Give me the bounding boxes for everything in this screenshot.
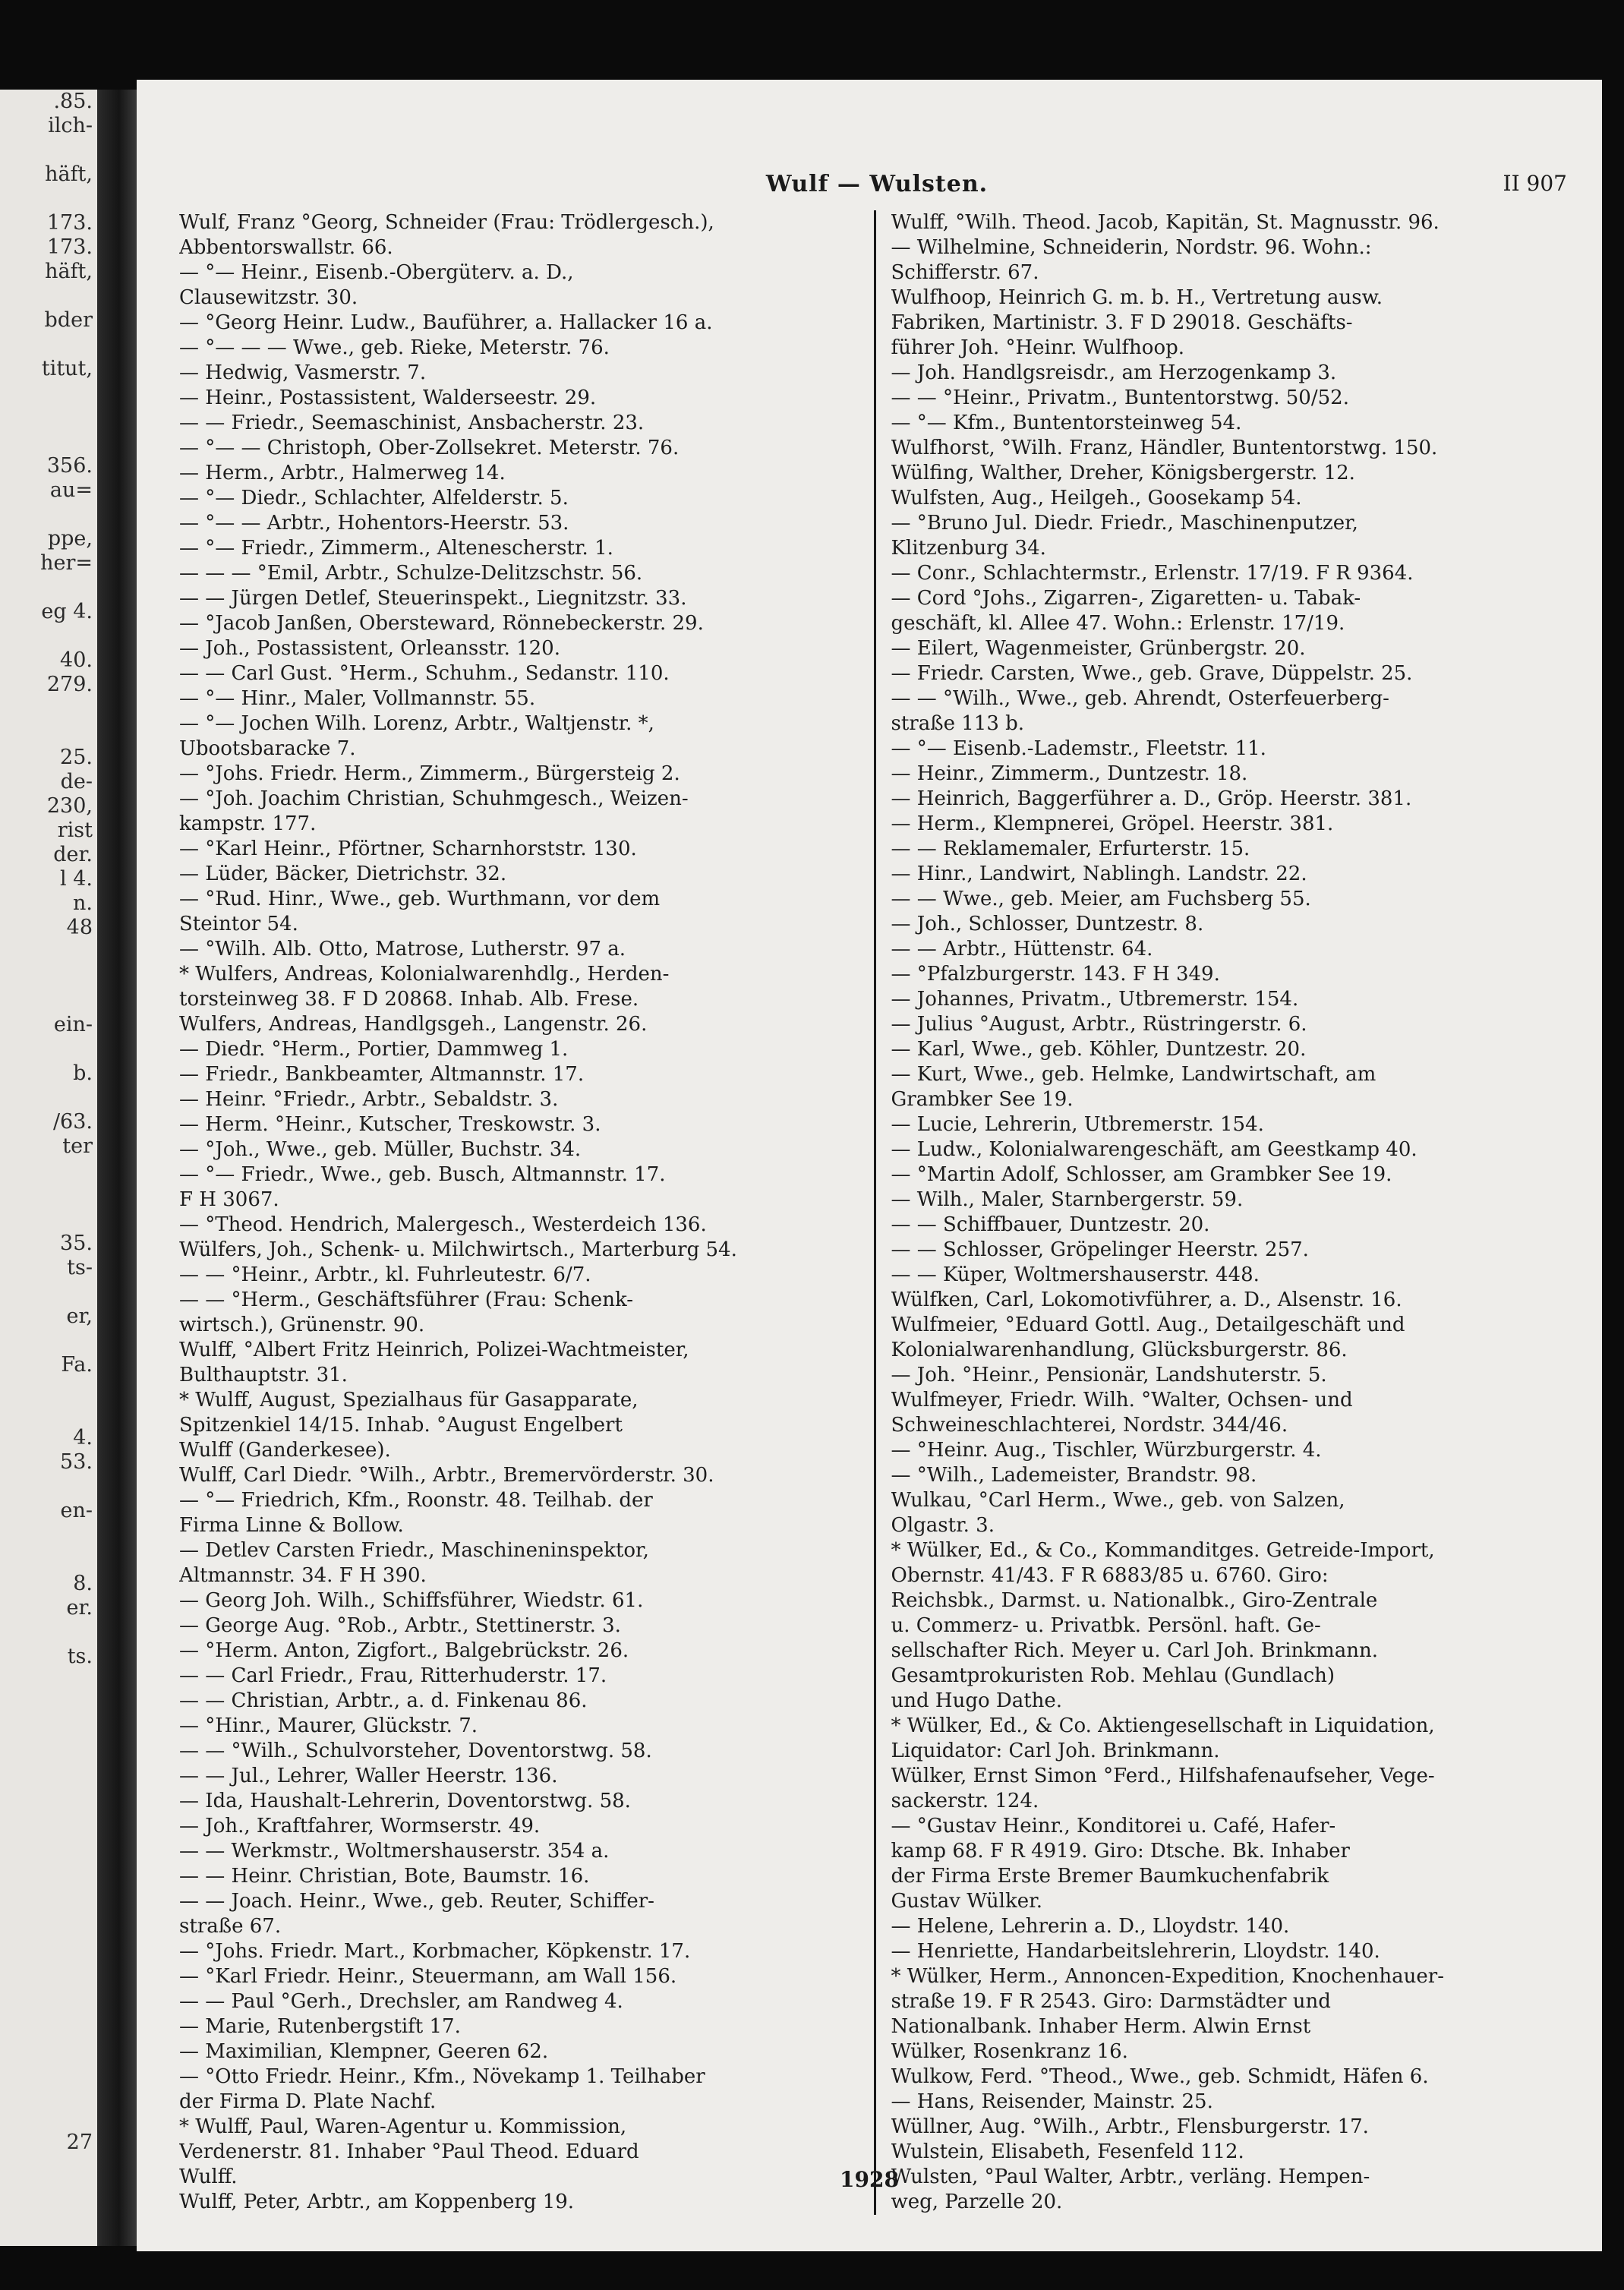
directory-entry-line: Klitzenburg 34. [891,537,1046,560]
directory-entry-line: Wülfers, Joh., Schenk- u. Milchwirtsch., Marterburg 54. [179,1238,737,1261]
directory-entry-line: Wulf, Franz °Georg, Schneider (Frau: Trödlergesch.), [179,211,714,234]
directory-entry-line: — Wilh., Maler, Starnbergerstr. 59. [891,1188,1244,1211]
directory-entry-line: Reichsbk., Darmst. u. Nationalbk., Giro-Zentrale [891,1589,1378,1612]
directory-entry-line: — Hedwig, Vasmerstr. 7. [179,361,427,384]
directory-entry-line: geschäft, kl. Allee 47. Wohn.: Erlenstr. 17/19. [891,612,1345,635]
previous-page-fragment [0,1329,97,1353]
columns [179,210,1575,2215]
directory-entry-line: Gesamtprokuristen Rob. Mehlau (Gundlach) [891,1664,1335,1687]
directory-entry-line: — °Wilh. Alb. Otto, Matrose, Lutherstr. 97 a. [179,938,626,960]
directory-entry-line: sellschafter Rich. Meyer u. Carl Joh. Brinkmann. [891,1639,1378,1662]
previous-page-fragment: 279. [46,673,93,696]
previous-page-fragment: bder [44,308,93,332]
previous-page-fragment: 173. [46,235,93,259]
directory-entry-line: Verdenerstr. 81. Inhaber °Paul Theod. Eduard [179,2140,639,2163]
directory-entry-line: — — °Herm., Geschäftsführer (Frau: Schenk- [179,1289,634,1311]
directory-entry-line: Wülker, Rosenkranz 16. [891,2040,1128,2063]
directory-entry-line: — °Theod. Hendrich, Malergesch., Westerdeich 136. [179,1213,707,1236]
previous-page-fragment: au= [49,478,93,502]
directory-entry-line: Wulff, °Wilh. Theod. Jacob, Kapitän, St. Magnusstr. 96. [891,211,1440,234]
directory-entry-line: — °Jacob Janßen, Obersteward, Rönnebeckerstr. 29. [179,612,704,635]
directory-entry-line: F H 3067. [179,1188,279,1211]
directory-entry-line: — Joh., Kraftfahrer, Wormserstr. 49. [179,1815,541,1837]
directory-entry-line: — — °Heinr., Privatm., Buntentorstwg. 50/52. [891,386,1349,409]
previous-page-fragment: 25. [60,746,93,769]
directory-entry-line: — — Küper, Woltmershauserstr. 448. [891,1263,1260,1286]
previous-page-fragment: 356. [46,454,93,478]
directory-entry-line: — °— Kfm., Buntentorsteinweg 54. [891,412,1242,434]
previous-page-fragment: ein- [53,1013,93,1036]
directory-entry-line: — °Wilh., Lademeister, Brandstr. 98. [891,1464,1257,1487]
directory-entry-line: Wulfhorst, °Wilh. Franz, Händler, Buntentorstwg. 150. [891,437,1438,459]
previous-page-fragment [0,1766,97,1790]
previous-page-fragment [0,1475,97,1499]
directory-entry-line: — Maximilian, Klempner, Geeren 62. [179,2040,549,2063]
directory-entry-line: — °Georg Heinr. Ludw., Bauführer, a. Hallacker 16 a. [179,311,713,334]
directory-entry-line: — Heinr. °Friedr., Arbtr., Sebaldstr. 3. [179,1088,559,1111]
previous-page-fragment: 40. [60,648,93,672]
page-header [179,171,1575,206]
previous-page-fragment [0,405,97,430]
directory-entry-line: — °Pfalzburgerstr. 143. F H 349. [891,963,1220,986]
directory-entry-line: torsteinweg 38. F D 20868. Inhab. Alb. Frese. [179,988,639,1011]
directory-entry-line: Wülfken, Carl, Lokomotivführer, a. D., Alsenstr. 16. [891,1289,1402,1311]
directory-entry-line: — °Gustav Heinr., Konditorei u. Café, Hafer- [891,1815,1336,1837]
previous-page-fragment [0,1547,97,1572]
directory-entry-line: — Conr., Schlachtermstr., Erlenstr. 17/19. F R 9364. [891,562,1414,585]
directory-entry-line: Wulfhoop, Heinrich G. m. b. H., Vertretung ausw. [891,286,1383,309]
previous-page-fragment: ts. [67,1645,93,1668]
directory-entry-line: — — Jürgen Detlef, Steuerinspekt., Liegnitzstr. 33. [179,587,687,610]
directory-entry-line: Firma Linne & Bollow. [179,1514,404,1537]
directory-entry-line: * Wülker, Herm., Annoncen-Expedition, Knochenhauer- [891,1965,1444,1988]
directory-entry-line: — °— Diedr., Schlachter, Alfelderstr. 5. [179,487,569,509]
directory-entry-line: — — Werkmstr., Woltmershauserstr. 354 a. [179,1840,610,1863]
previous-page-fragment: n. [73,891,93,915]
directory-entry-line: — Heinrich, Baggerführer a. D., Gröp. Heerstr. 381. [891,787,1412,810]
directory-entry-line: — Karl, Wwe., geb. Köhler, Duntzestr. 20. [891,1038,1307,1061]
directory-entry-line: Wulkow, Ferd. °Theod., Wwe., geb. Schmidt, Häfen 6. [891,2065,1429,2088]
previous-page-fragment [0,2082,97,2106]
directory-entry-line: * Wülker, Ed., & Co., Kommanditges. Getreide-Import, [891,1539,1435,1562]
previous-page-fragment [0,2009,97,2033]
previous-page-fragment [0,1693,97,1718]
previous-page-fragment [0,1863,97,1888]
directory-entry-line: — °Joh. Joachim Christian, Schuhmgesch., Weizen- [179,787,689,810]
previous-page-edge [0,90,97,2246]
directory-page [137,80,1602,2251]
directory-entry-line: * Wulff, Paul, Waren-Agentur u. Kommission, [179,2115,627,2138]
directory-entry-line: Wulstein, Elisabeth, Fesenfeld 112. [891,2140,1244,2163]
directory-entry-line: — — Paul °Gerh., Drechsler, am Randweg 4. [179,1990,623,2013]
previous-page-fragment [0,1159,97,1183]
directory-entry-line: Schweineschlachterei, Nordstr. 344/46. [891,1414,1288,1437]
previous-page-fragment [0,940,97,964]
previous-page-fragment [0,1936,97,1960]
directory-entry-line: — Heinr., Zimmerm., Duntzestr. 18. [891,762,1248,785]
directory-entry-line: Wüllner, Aug. °Wilh., Arbtr., Flensburgerstr. 17. [891,2115,1369,2138]
previous-page-fragment: er, [66,1304,93,1328]
previous-page-fragment: häft, [45,162,93,186]
directory-entry-line: — Herm., Arbtr., Halmerweg 14. [179,462,506,484]
previous-page-fragment [0,1718,97,1742]
previous-page-fragment: her= [40,551,93,575]
directory-entry-line: führer Joh. °Heinr. Wulfhoop. [891,336,1185,359]
directory-entry-line: — Julius °August, Arbtr., Rüstringerstr. 6. [891,1013,1307,1036]
directory-entry-line: — Eilert, Wagenmeister, Grünbergstr. 20. [891,637,1306,660]
directory-entry-line: * Wülker, Ed., & Co. Aktiengesellschaft in Liquidation, [891,1714,1435,1737]
previous-page-fragment: titut, [41,357,93,380]
directory-entry-line: — Detlev Carsten Friedr., Maschineninspektor, [179,1539,649,1562]
previous-page-fragment [0,576,97,600]
previous-page-fragment [0,989,97,1013]
directory-entry-line: — — Heinr. Christian, Bote, Baumstr. 16. [179,1865,590,1888]
book-gutter [97,90,137,2246]
directory-entry-line: — — — °Emil, Arbtr., Schulze-Delitzschstr. 56. [179,562,643,585]
previous-page-fragment: b. [73,1061,93,1085]
previous-page-fragment [0,381,97,405]
directory-entry-line: sackerstr. 124. [891,1790,1039,1812]
directory-entry-line: — °Karl Friedr. Heinr., Steuermann, am Wall 156. [179,1965,677,1988]
directory-entry-line: Spitzenkiel 14/15. Inhab. °August Engelbert [179,1414,623,1437]
directory-entry-line: — — Carl Gust. °Herm., Schuhm., Sedanstr. 110. [179,662,670,685]
previous-page-fragment: ter [62,1134,93,1158]
left-column [179,210,876,2215]
directory-entry-line: straße 113 b. [891,712,1025,735]
previous-page-fragment: eg 4. [41,600,93,623]
directory-entry-line: — Lucie, Lehrerin, Utbremerstr. 154. [891,1113,1264,1136]
previous-page-fragment: 8. [73,1572,93,1595]
previous-page-fragment [0,1669,97,1693]
directory-entry-line: — °Martin Adolf, Schlosser, am Grambker See 19. [891,1163,1392,1186]
directory-entry-line: — Kurt, Wwe., geb. Helmke, Landwirtschaft, am [891,1063,1376,1086]
directory-entry-line: — °Karl Heinr., Pförtner, Scharnhorststr. 130. [179,837,637,860]
directory-entry-line: — Johannes, Privatm., Utbremerstr. 154. [891,988,1299,1011]
directory-entry-line: — Ida, Haushalt-Lehrerin, Doventorstwg. 58. [179,1790,631,1812]
previous-page-fragment: 48 [66,916,93,939]
previous-page-fragment: Fa. [61,1353,93,1377]
directory-entry-line: Wülfing, Walther, Dreher, Königsbergerstr. 12. [891,462,1355,484]
directory-entry-line: Obernstr. 41/43. F R 6883/85 u. 6760. Giro: [891,1564,1329,1587]
directory-entry-line: — °Rud. Hinr., Wwe., geb. Wurthmann, vor dem [179,888,661,910]
directory-entry-line: Clausewitzstr. 30. [179,286,358,309]
page-number: II 907 [1503,171,1567,196]
directory-entry-line: Olgastr. 3. [891,1514,995,1537]
directory-entry-line: — °— — — Wwe., geb. Rieke, Meterstr. 76. [179,336,610,359]
previous-page-fragment: der. [53,843,93,866]
directory-entry-line: Wulff. [179,2165,238,2188]
previous-page-fragment [0,430,97,454]
directory-entry-line: — Ludw., Kolonialwarengeschäft, am Geestkamp 40. [891,1138,1417,1161]
directory-entry-line: und Hugo Dathe. [891,1689,1063,1712]
directory-entry-line: Steintor 54. [179,913,298,935]
previous-page-fragment [0,1742,97,1766]
directory-entry-line: Fabriken, Martinistr. 3. F D 29018. Geschäfts- [891,311,1353,334]
directory-entry-line: — Joh., Schlosser, Duntzestr. 8. [891,913,1204,935]
directory-entry-line: Wulff, °Albert Fritz Heinrich, Polizei-Wachtmeister, [179,1339,689,1361]
directory-entry-line: kampstr. 177. [179,812,317,835]
directory-entry-line: der Firma Erste Bremer Baumkuchenfabrik [891,1865,1329,1888]
previous-page-fragment: 4. [73,1426,93,1449]
directory-entry-line: — °— Friedr., Zimmerm., Altenescherstr. 1. [179,537,613,560]
directory-entry-line: wirtsch.), Grünenstr. 90. [179,1314,425,1336]
previous-page-fragment: 173. [46,211,93,235]
previous-page-fragment [0,1377,97,1402]
directory-entry-line: — George Aug. °Rob., Arbtr., Stettinerstr. 3. [179,1614,621,1637]
previous-page-fragment [0,1086,97,1110]
directory-entry-line: Wulfsten, Aug., Heilgeh., Goosekamp 54. [891,487,1302,509]
directory-entry-line: Gustav Wülker. [891,1890,1042,1913]
previous-page-fragment: /63. [52,1110,93,1134]
directory-entry-line: — Friedr., Bankbeamter, Altmannstr. 17. [179,1063,585,1086]
directory-entry-line: — — Jul., Lehrer, Waller Heerstr. 136. [179,1765,558,1787]
directory-entry-line: Wulsten, °Paul Walter, Arbtr., verläng. Hempen- [891,2165,1370,2188]
previous-page-fragment: .85. [53,90,93,113]
previous-page-fragment [0,1183,97,1207]
previous-page-fragment: 27 [66,2131,93,2154]
directory-entry-line: — Cord °Johs., Zigarren-, Zigaretten- u. Tabak- [891,587,1361,610]
previous-page-fragment [0,333,97,357]
directory-entry-line: * Wulff, August, Spezialhaus für Gasapparate, [179,1389,639,1412]
directory-entry-line: — °— Friedr., Wwe., geb. Busch, Altmannstr. 17. [179,1163,666,1186]
directory-entry-line: — Helene, Lehrerin a. D., Lloydstr. 140. [891,1915,1290,1938]
directory-entry-line: Wulff, Peter, Arbtr., am Koppenberg 19. [179,2191,575,2213]
directory-entry-line: — — Carl Friedr., Frau, Ritterhuderstr. 17. [179,1664,607,1687]
previous-page-fragment: rist [57,819,93,842]
directory-entry-line: — — Reklamemaler, Erfurterstr. 15. [891,837,1250,860]
directory-entry-line: Schifferstr. 67. [891,261,1039,284]
previous-page-fragment [0,721,97,746]
directory-entry-line: * Wulfers, Andreas, Kolonialwarenhdlg., Herden- [179,963,670,986]
directory-entry-line: kamp 68. F R 4919. Giro: Dtsche. Bk. Inhaber [891,1840,1350,1863]
previous-page-fragment: ppe, [47,527,93,550]
running-title: Wulf — Wulsten. [765,171,989,197]
previous-page-fragment: er. [66,1596,93,1620]
previous-page-fragment: l 4. [60,867,93,891]
directory-entry-line: Wulfers, Andreas, Handlgsgeh., Langenstr. 26. [179,1013,648,1036]
directory-entry-line: Kolonialwarenhandlung, Glücksburgerstr. 86. [891,1339,1348,1361]
directory-entry-line: — — Wwe., geb. Meier, am Fuchsberg 55. [891,888,1311,910]
previous-page-fragment [0,1037,97,1061]
previous-page-fragment: 53. [60,1450,93,1474]
previous-page-fragment [0,1960,97,1985]
directory-entry-line: Ubootsbaracke 7. [179,737,356,760]
directory-entry-line: Bulthauptstr. 31. [179,1364,348,1386]
directory-entry-line: — Joh. °Heinr., Pensionär, Landshuterstr. 5. [891,1364,1327,1386]
directory-entry-line: — °Herm. Anton, Zigfort., Balgebrückstr. 26. [179,1639,629,1662]
directory-entry-line: — °Otto Friedr. Heinr., Kfm., Növekamp 1. Teilhaber [179,2065,705,2088]
directory-entry-line: Grambker See 19. [891,1088,1074,1111]
previous-page-fragment [0,187,97,211]
directory-entry-line: u. Commerz- u. Privatbk. Persönl. haft. Ge- [891,1614,1321,1637]
directory-entry-line: — Hans, Reisender, Mainstr. 25. [891,2090,1213,2113]
directory-entry-line: weg, Parzelle 20. [891,2191,1063,2213]
previous-page-fragment [0,1790,97,1815]
previous-page-fragment [0,1280,97,1304]
directory-entry-line: straße 19. F R 2543. Giro: Darmstädter und [891,1990,1331,2013]
previous-page-fragment [0,624,97,648]
directory-entry-line: — — °Wilh., Wwe., geb. Ahrendt, Osterfeuerberg- [891,687,1389,710]
directory-entry-line: Liquidator: Carl Joh. Brinkmann. [891,1740,1220,1762]
previous-page-fragment [0,2033,97,2058]
directory-entry-line: — — Schiffbauer, Duntzestr. 20. [891,1213,1210,1236]
directory-entry-line: — Marie, Rutenbergstift 17. [179,2015,461,2038]
directory-entry-line: — °— Eisenb.-Lademstr., Fleetstr. 11. [891,737,1266,760]
directory-entry-line: — — Schlosser, Gröpelinger Heerstr. 257. [891,1238,1309,1261]
directory-entry-line: — Herm. °Heinr., Kutscher, Treskowstr. 3. [179,1113,601,1136]
previous-page-fragment: ts- [67,1256,93,1279]
directory-entry-line: — — Arbtr., Hüttenstr. 64. [891,938,1153,960]
directory-entry-line: — Henriette, Handarbeitslehrerin, Lloydstr. 140. [891,1940,1380,1963]
directory-entry-line: — — °Heinr., Arbtr., kl. Fuhrleutestr. 6/7. [179,1263,591,1286]
previous-page-fragment [0,1839,97,1863]
directory-entry-line: — — Joach. Heinr., Wwe., geb. Reuter, Schiffer- [179,1890,654,1913]
previous-page-fragment [0,138,97,162]
directory-entry-line: Wulfmeier, °Eduard Gottl. Aug., Detailgeschäft und [891,1314,1405,1336]
previous-page-fragment: en- [60,1499,93,1522]
directory-entry-line: — — Christian, Arbtr., a. d. Finkenau 86. [179,1689,588,1712]
previous-page-fragment [0,2058,97,2082]
directory-entry-line: — °— — Arbtr., Hohentors-Heerstr. 53. [179,512,569,535]
directory-entry-line: — °— — Christoph, Ober-Zollsekret. Meterstr. 76. [179,437,680,459]
page-folio: 1928 [840,2167,899,2192]
directory-entry-line: — Herm., Klempnerei, Gröpel. Heerstr. 381. [891,812,1334,835]
previous-page-fragment [0,964,97,989]
directory-entry-line: — °Johs. Friedr. Herm., Zimmerm., Bürgersteig 2. [179,762,680,785]
directory-entry-line: — °Joh., Wwe., geb. Müller, Buchstr. 34. [179,1138,582,1161]
directory-entry-line: — Wilhelmine, Schneiderin, Nordstr. 96. Wohn.: [891,236,1372,259]
previous-page-fragment: ilch- [48,114,93,137]
directory-entry-line: der Firma D. Plate Nachf. [179,2090,437,2113]
directory-entry-line: — Joh., Postassistent, Orleansstr. 120. [179,637,560,660]
directory-entry-line: Altmannstr. 34. F H 390. [179,1564,427,1587]
directory-entry-line: — — Friedr., Seemaschinist, Ansbacherstr. 23. [179,412,645,434]
previous-page-fragment [0,2106,97,2131]
directory-entry-line: Nationalbank. Inhaber Herm. Alwin Ernst [891,2015,1311,2038]
previous-page-fragment [0,1402,97,1426]
previous-page-fragment [0,1207,97,1232]
previous-page-fragment [0,1912,97,1936]
directory-entry-line: — °Hinr., Maurer, Glückstr. 7. [179,1714,478,1737]
directory-entry-line: — °Johs. Friedr. Mart., Korbmacher, Köpkenstr. 17. [179,1940,691,1963]
previous-page-fragment: de- [60,770,93,793]
previous-page-fragment [0,503,97,527]
directory-entry-line: Wulfmeyer, Friedr. Wilh. °Walter, Ochsen- und [891,1389,1353,1412]
directory-entry-line: — Joh. Handlgsreisdr., am Herzogenkamp 3. [891,361,1337,384]
right-column [891,210,1575,2215]
previous-page-fragment [0,1815,97,1839]
previous-page-fragment: 230, [46,794,93,818]
directory-entry-line: straße 67. [179,1915,282,1938]
previous-page-fragment: 35. [60,1232,93,1255]
directory-entry-line: — °— Heinr., Eisenb.-Obergüterv. a. D., [179,261,574,284]
previous-page-fragment: häft, [45,260,93,283]
directory-entry-line: — °Heinr. Aug., Tischler, Würzburgerstr. 4. [891,1439,1322,1462]
directory-entry-line: — Heinr., Postassistent, Walderseestr. 29. [179,386,597,409]
directory-entry-line: Wulkau, °Carl Herm., Wwe., geb. von Salzen, [891,1489,1345,1512]
directory-entry-line: — Friedr. Carsten, Wwe., geb. Grave, Düppelstr. 25. [891,662,1413,685]
directory-entry-line: — Hinr., Landwirt, Nablingh. Landstr. 22. [891,863,1307,885]
directory-entry-line: — Georg Joh. Wilh., Schiffsführer, Wiedstr. 61. [179,1589,644,1612]
directory-entry-line: — °— Hinr., Maler, Vollmannstr. 55. [179,687,536,710]
previous-page-fragment [0,1523,97,1547]
directory-entry-line: Abbentorswallstr. 66. [179,236,393,259]
directory-entry-line: — — °Wilh., Schulvorsteher, Doventorstwg. 58. [179,1740,652,1762]
directory-entry-line: — °— Jochen Wilh. Lorenz, Arbtr., Waltjenstr. *, [179,712,654,735]
directory-entry-line: — °— Friedrich, Kfm., Roonstr. 48. Teilhab. der [179,1489,653,1512]
directory-entry-line: Wülker, Ernst Simon °Ferd., Hilfshafenaufseher, Vege- [891,1765,1435,1787]
previous-page-fragment [0,697,97,721]
previous-page-fragment [0,1985,97,2009]
directory-entry-line: Wulff (Ganderkesee). [179,1439,391,1462]
previous-page-fragment [0,1888,97,1912]
directory-entry-line: — Diedr. °Herm., Portier, Dammweg 1. [179,1038,569,1061]
directory-entry-line: Wulff, Carl Diedr. °Wilh., Arbtr., Bremervörderstr. 30. [179,1464,714,1487]
previous-page-fragment [0,1620,97,1645]
directory-entry-line: — °Bruno Jul. Diedr. Friedr., Maschinenputzer, [891,512,1358,535]
directory-entry-line: — Lüder, Bäcker, Dietrichstr. 32. [179,863,507,885]
previous-page-fragment [0,284,97,308]
